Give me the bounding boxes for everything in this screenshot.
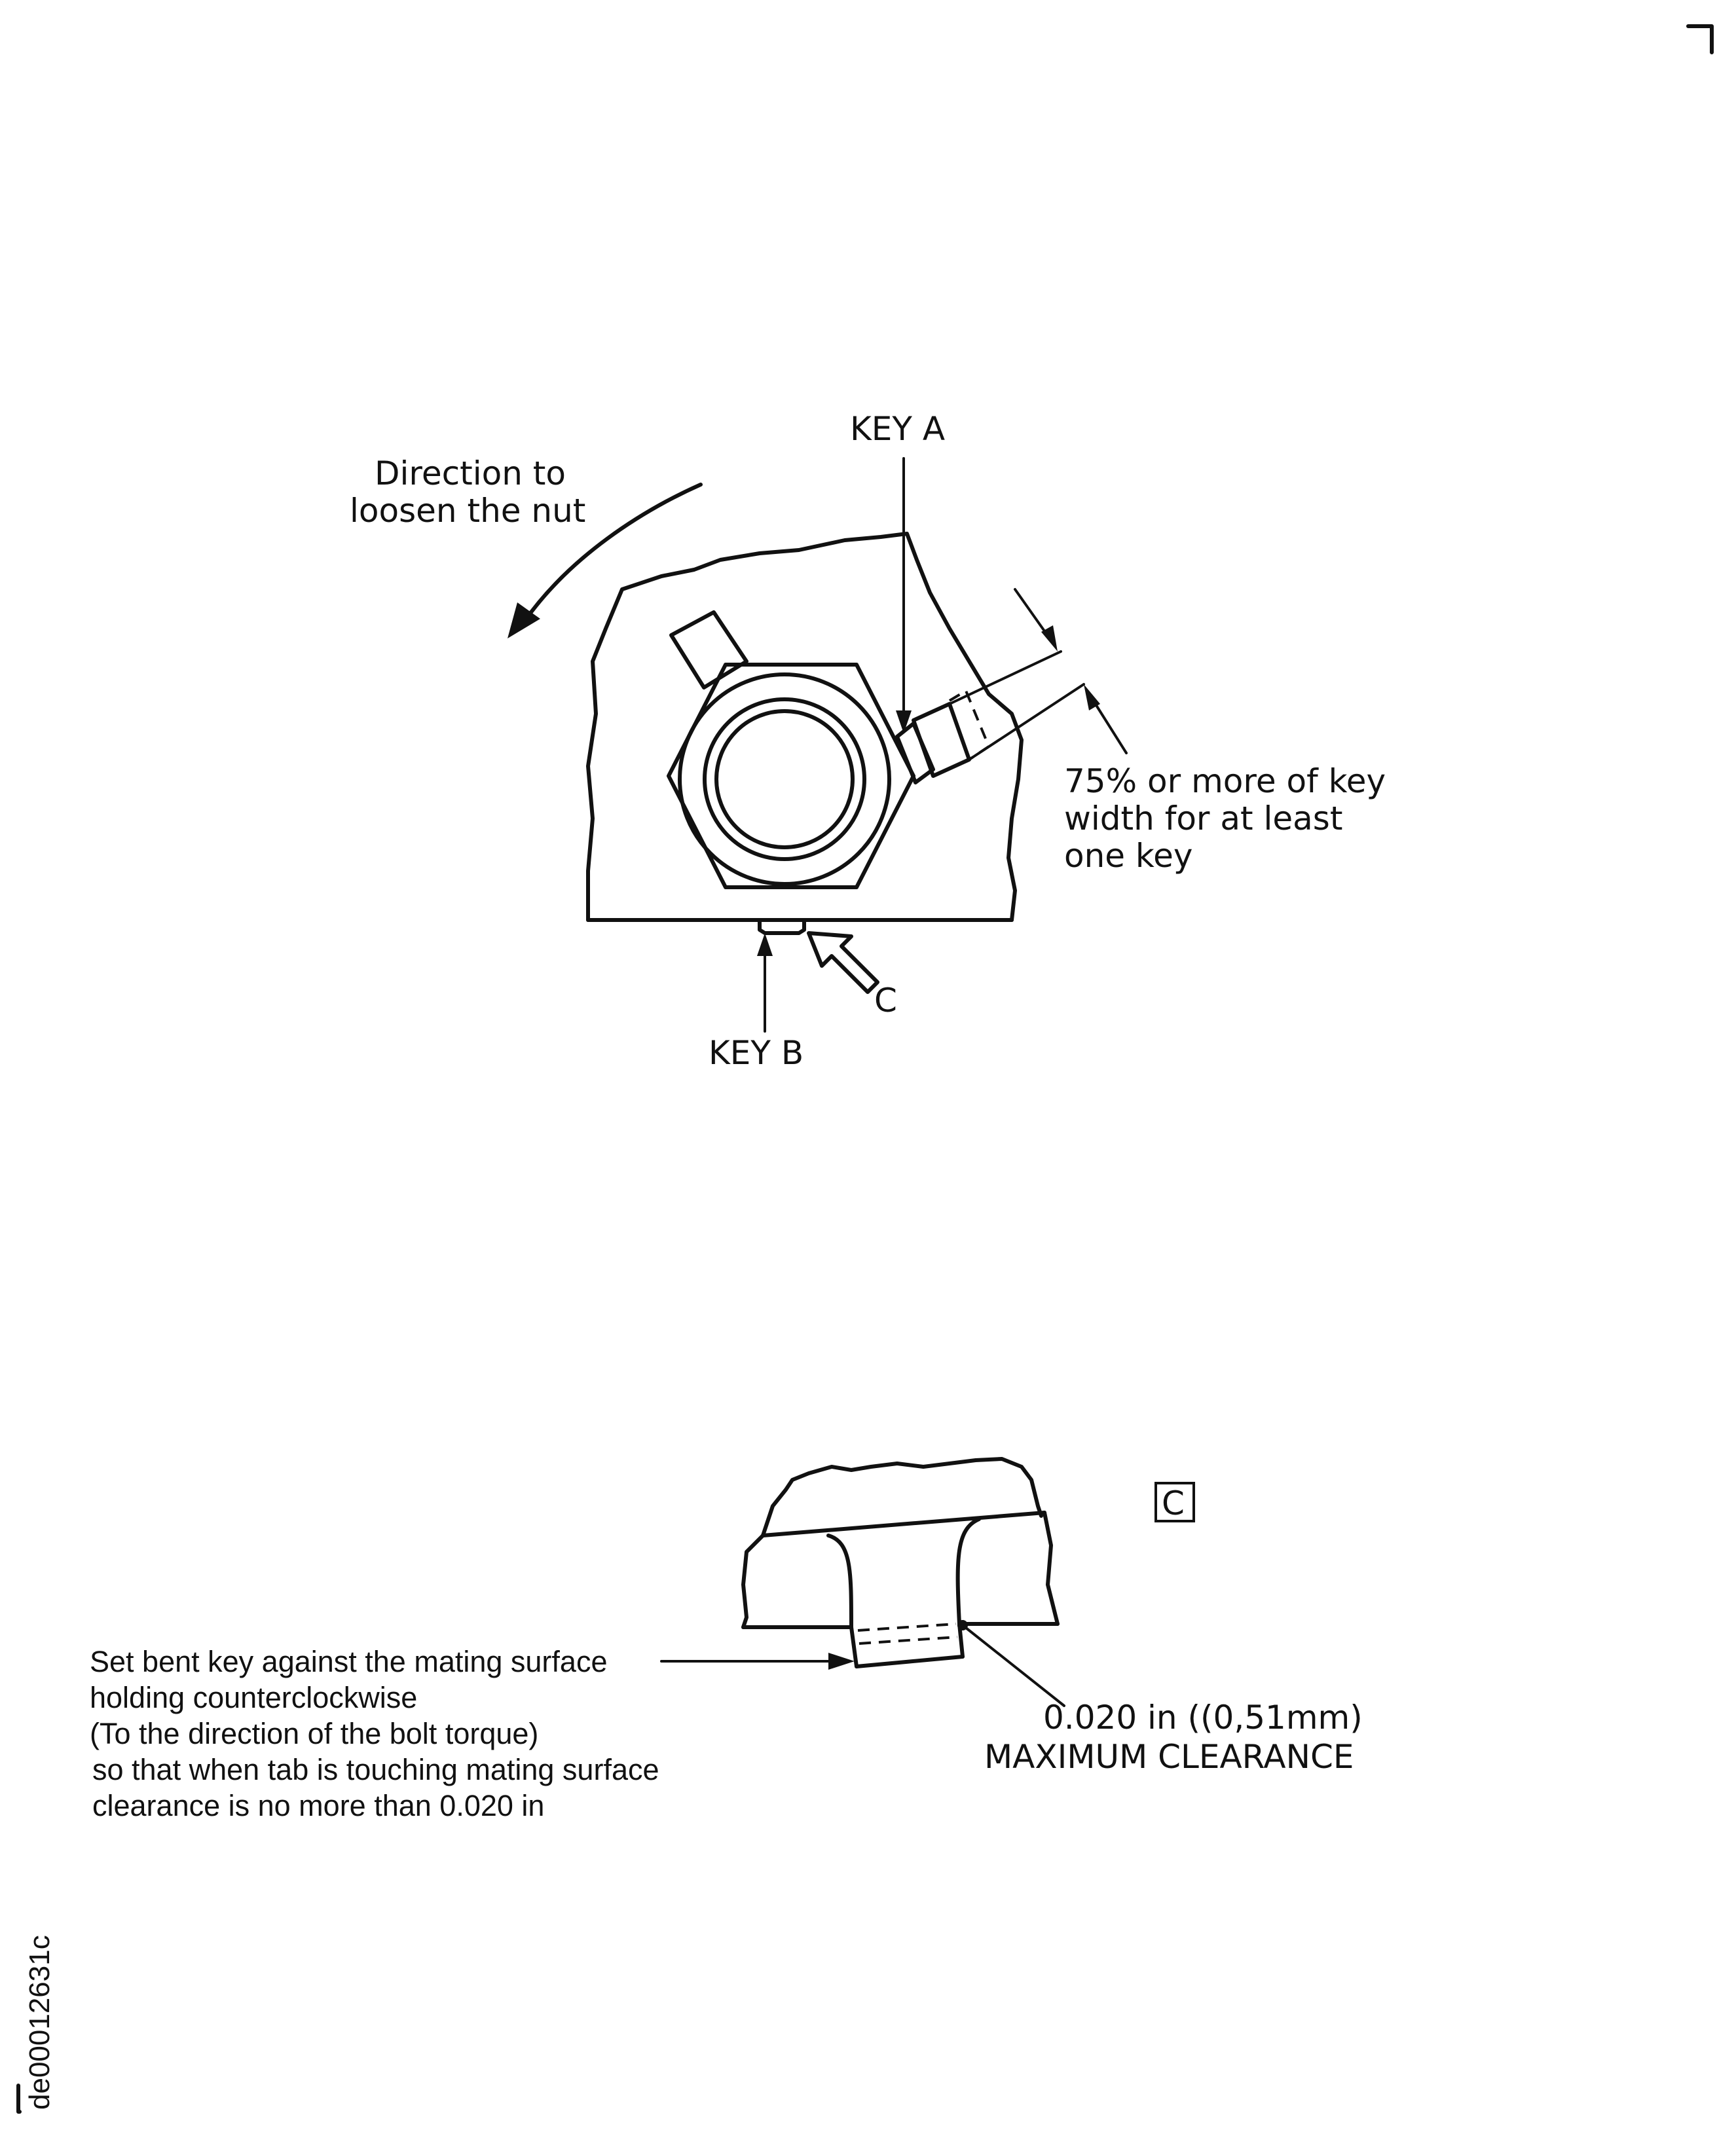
detail-right-edge: [1044, 1513, 1058, 1624]
coverage-label-line3: one key: [1064, 837, 1193, 875]
upper-left-tab: [671, 612, 747, 688]
detail-c-box-label: C: [1162, 1484, 1185, 1522]
key-a-arrowhead: [896, 710, 912, 733]
key-a-tab: [897, 724, 933, 782]
instruction-line-4: so that when tab is touching mating surface: [92, 1753, 659, 1786]
key-b-arrowhead: [757, 933, 773, 956]
nut-bore-inner: [716, 711, 853, 847]
key-a-label: KEY A: [850, 410, 946, 448]
washer-ring: [680, 674, 889, 884]
detail-key-dash-2: [859, 1637, 957, 1644]
figure-code-group: [18, 1935, 56, 2112]
crop-mark-bottom-left: [18, 2086, 20, 2112]
instruction-arrowhead: [828, 1653, 855, 1670]
coverage-label-line1: 75% or more of key: [1064, 762, 1386, 800]
detail-key-dash-1: [858, 1624, 956, 1630]
direction-label-line2: loosen the nut: [350, 492, 586, 530]
nut-bore-outer: [705, 699, 864, 859]
instruction-line-3: (To the direction of the bolt torque): [90, 1717, 539, 1750]
direction-label-line1: Direction to: [375, 454, 566, 492]
dim-extension-2: [969, 684, 1084, 760]
clearance-label: MAXIMUM CLEARANCE: [984, 1738, 1354, 1776]
key-a-slot: [914, 704, 969, 776]
view-c-arrow: [809, 933, 877, 992]
detail-key-bottom: [857, 1657, 963, 1666]
detail-left-edge: [743, 1536, 763, 1627]
detail-c-view: [90, 1459, 1363, 1822]
instruction-line-5: clearance is no more than 0.020 in: [92, 1789, 545, 1822]
key-b-label: KEY B: [709, 1034, 804, 1072]
detail-upper-surface: [763, 1513, 1044, 1536]
detail-slot-left-wall: [828, 1536, 857, 1666]
clearance-value: 0.020 in ((0,51mm): [1043, 1699, 1363, 1737]
view-c-callout: C: [874, 982, 897, 1020]
coverage-label-line2: width for at least: [1064, 800, 1343, 837]
instruction-line-1: Set bent key against the mating surface: [90, 1645, 608, 1678]
crop-mark-top-right: [1688, 26, 1712, 52]
clearance-leader: [963, 1625, 1064, 1706]
nut-assembly-view: [350, 410, 1386, 1072]
figure-code: de00012631c: [24, 1935, 56, 2110]
instruction-line-2: holding counterclockwise: [90, 1681, 418, 1714]
